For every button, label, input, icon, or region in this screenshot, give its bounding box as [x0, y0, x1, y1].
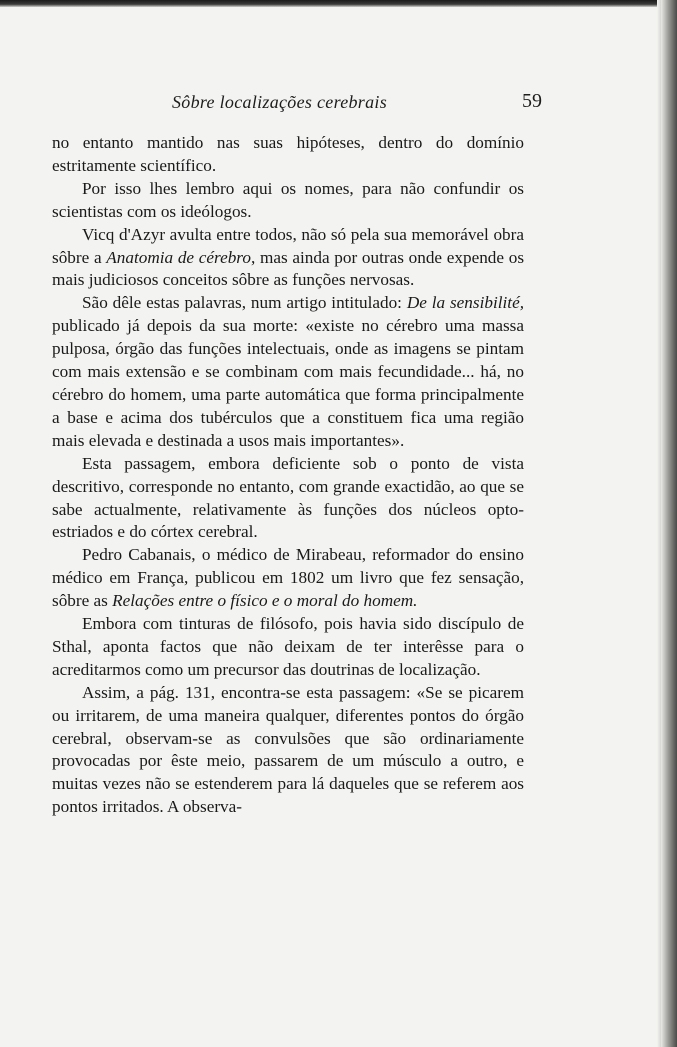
paragraph-6-text-a: Pedro Cabanais, o médico de Mirabeau, reformador do ensino médico em França, publicou em 1802 um livro que fez sensação, sôbre as [52, 545, 524, 611]
page-number: 59 [522, 90, 542, 112]
paragraph-8: Assim, a pág. 131, encontra-se esta passagem: «Se se picarem ou irritarem, de uma maneira qualquer, diferentes pontos do órgão cerebral, observam-se as convulsões que são ordinariamente provocadas por êste meio, passarem de um músculo a outro, e muitas vezes não se estenderem para lá daqueles que se referem aos pontos irritados. A observa- [52, 682, 524, 817]
paragraph-1: no entanto mantido nas suas hipóteses, dentro do domínio estritamente scientífico. [52, 133, 524, 175]
paragraph-3-text-a: Vicq d'Azyr avulta entre todos, não só pela sua memorável obra sôbre a [52, 224, 524, 267]
paragraph-4-text-c: publicado já depois da sua morte: «existe no cérebro uma massa pulposa, órgão das funções intelectuais, onde as imagens se pintam com mais extensão e se combinam com mais fecundidade... há, no cérebro do homem, uma parte automática que forma principalmente a base e acima dos tubérculos que a constituem fica uma região mais elevada e destinada a usos mais importantes». [52, 316, 524, 450]
running-title: Sôbre localizações cerebrais [172, 92, 388, 112]
paragraph-4 [52, 292, 524, 452]
book-title-anatomia: Anatomia de cérebro [106, 247, 251, 267]
article-title-sensibilite: De la sensibilité, [406, 293, 524, 313]
paragraph-3-text-c: , mas ainda por outras onde expende os mais judiciosos conceitos sôbre as funções nervosas. [52, 247, 525, 290]
running-header [52, 90, 542, 116]
paragraph-4-text-a: São dêle estas palavras, num artigo intitulado: [82, 293, 407, 313]
book-title-relacoes: Relações entre o físico e o moral do homem. [112, 591, 418, 611]
paragraph-2: Por isso lhes lembro aqui os nomes, para não confundir os scientistas com os ideólogos. [52, 178, 524, 221]
paragraph-5: Esta passagem, embora deficiente sob o ponto de vista descritivo, corresponde no entanto, com grande exactidão, ao que se sabe actualmente, relativamente às funções dos núcleos opto-estriados e do córtex cerebral. [52, 453, 524, 542]
paragraph-7: Embora com tinturas de filósofo, pois havia sido discípulo de Sthal, aponta factos que não deixam de ter interêsse para o acreditarmos como um precursor das doutrinas de localização. [52, 614, 524, 679]
paragraph-6 [52, 544, 524, 613]
page-top-edge [0, 0, 677, 7]
paragraph-3 [52, 224, 524, 293]
page-right-edge [661, 0, 677, 1047]
body-text [52, 132, 524, 819]
